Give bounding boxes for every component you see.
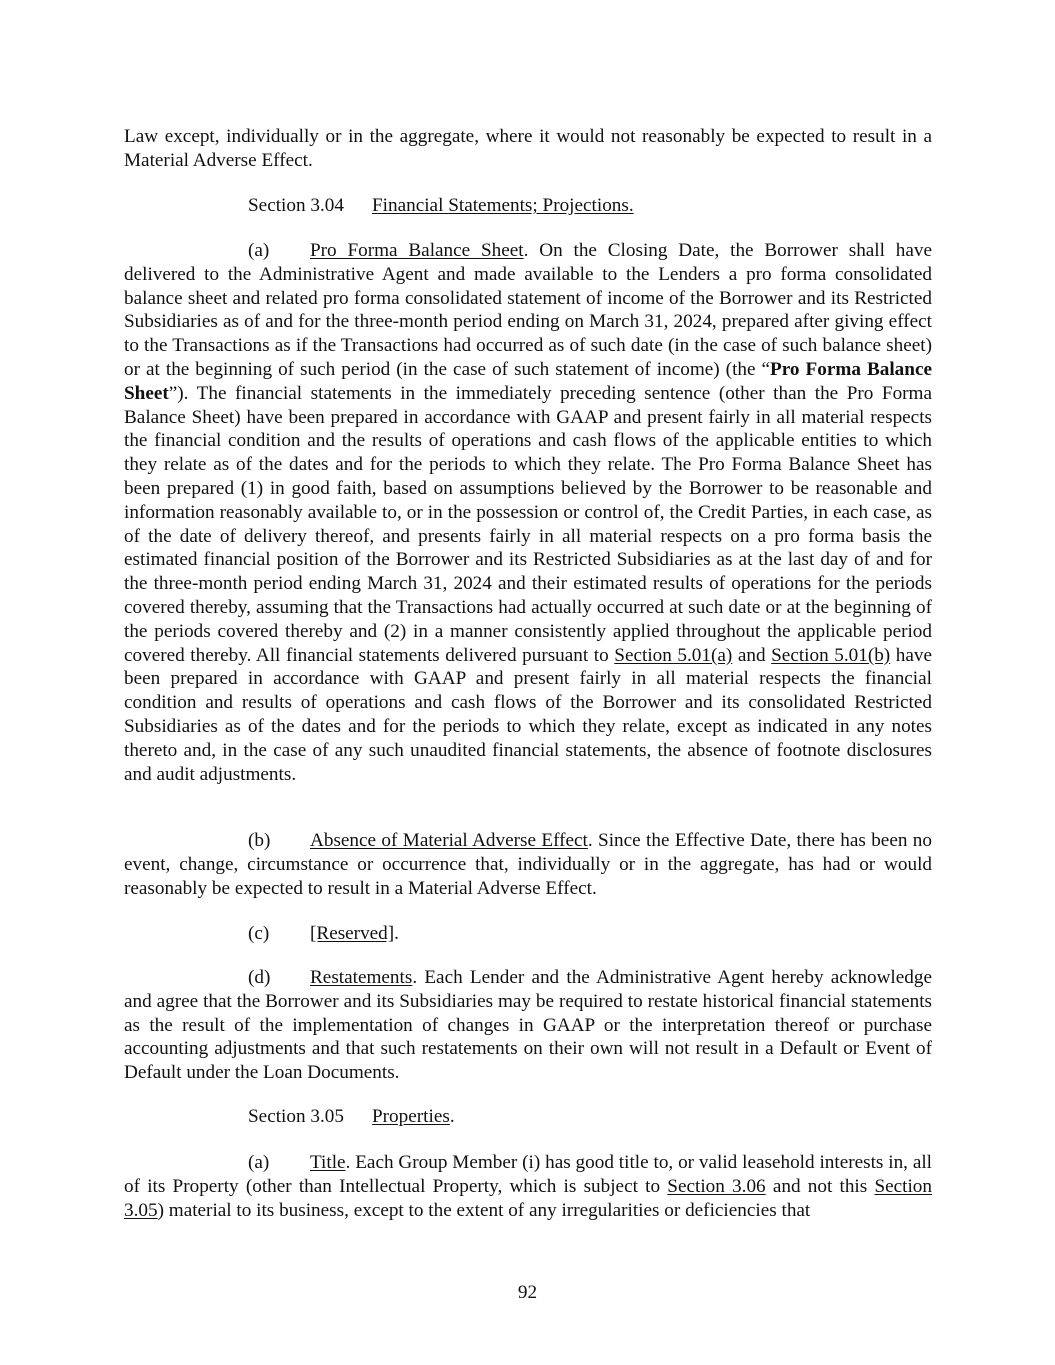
clause-heading: Restatements — [310, 967, 413, 988]
section-3-04-d-paragraph — [124, 966, 932, 1085]
clause-heading: Pro Forma Balance Sheet — [310, 240, 524, 261]
clause-text: . Each Group Member (i) has good title to, or valid leasehold interests in, all of its Property (other than Intellectual Property, which is subject to — [124, 1152, 932, 1197]
heading-punctuation: . — [449, 1106, 455, 1127]
section-3-04-title: Financial Statements; Projections. — [372, 195, 634, 216]
clause-label: (b) — [248, 830, 271, 851]
clause-text: ”). The financial statements in the immediately preceding sentence (other than the Pro Forma Balance Sheet) have been prepared in accordance with GAAP and present fairly in all material respects the financial condition and the results of operations and cash flows of the applicable entities to which they relate as of the dates and for the periods to which they relate. The Pro Forma Balance Sheet has been prepared (1) in good faith, based on assumptions believed by the Borrower to be reasonable and information reasonably available to, or in the possession or control of, the Credit Parties, in each case, as of the date of delivery thereof, and presents fairly in all material respects on a pro forma basis the estimated financial position of the Borrower and its Restricted Subsidiaries as at the last day of and for the three-month period ending March 31, 2024 and their estimated results of operations for the periods covered thereby, assuming that the Transactions had actually occurred at such date or at the beginning of the periods covered thereby and (2) in a manner consistently applied throughout the applicable period covered thereby. All financial statements delivered pursuant to — [124, 382, 932, 666]
section-3-04-c-paragraph — [124, 922, 932, 946]
page-number: 92 — [517, 1282, 538, 1303]
clause-heading: Title — [310, 1152, 346, 1173]
clause-text: ) material to its business, except to the extent of any irregularities or deficiencies that — [157, 1199, 811, 1221]
defined-term: Pro Forma Balance Sheet — [124, 358, 932, 404]
carryover-paragraph: Law except, individually or in the aggregate, where it would not reasonably be expected to result in a Material Adverse Effect. — [124, 126, 932, 171]
clause-text: . Since the Effective Date, there has been no event, change, circumstance or occurrence that, individually or in the aggregate, has had or would reasonably be expected to result in a Material Adverse Effect. — [124, 830, 932, 899]
cross-reference-link[interactable]: Section 3.05 — [124, 1175, 932, 1221]
clause-text: . Each Lender and the Administrative Agent hereby acknowledge and agree that the Borrower and its Subsidiaries may be required to restate historical financial statements as the result of the implementation of changes in GAAP or the interpretation thereof or purchase accounting adjustments and that such restatements on their own will not result in a Default or Event of Default under the Loan Documents. — [124, 967, 932, 1084]
clause-text: . — [394, 923, 399, 944]
section-3-04-a-paragraph — [124, 239, 932, 786]
cross-reference-link[interactable]: Section 5.01(a) — [614, 644, 733, 666]
section-3-05-heading — [248, 1105, 455, 1129]
clause-text: and — [732, 644, 772, 666]
section-3-04-b-paragraph — [124, 829, 932, 900]
clause-text: and not this — [765, 1175, 875, 1197]
clause-heading: [Reserved] — [310, 923, 395, 944]
cross-reference-link[interactable]: Section 3.06 — [667, 1175, 766, 1197]
clause-label: (c) — [248, 923, 270, 944]
clause-label: (a) — [248, 240, 270, 261]
clause-text: . On the Closing Date, the Borrower shall have delivered to the Administrative Agent and made available to the Lenders a pro forma consolidated balance sheet and related pro forma consolidated statement of income of the Borrower and its Restricted Subsidiaries as of and for the three-month period ending on March 31, 2024, prepared after giving effect to the Transactions as if the Transactions had occurred as of such date (in the case of such balance sheet) or at the beginning of such period (in the case of such statement of income) (the “ — [124, 240, 932, 380]
clause-text: have been prepared in accordance with GAAP and present fairly in all material respects the financial condition and results of operations and cash flows of the Borrower and its consolidated Restricted Subsidiaries as of the dates and for the periods to which they relate, except as indicated in any notes thereto and, in the case of any such unaudited financial statements, the absence of footnote disclosures and audit adjustments. — [124, 644, 932, 785]
section-3-05-title: Properties — [372, 1106, 450, 1127]
cross-reference-link[interactable]: Section 5.01(b) — [771, 644, 891, 666]
clause-label: (a) — [248, 1152, 270, 1173]
clause-heading: Absence of Material Adverse Effect — [310, 830, 588, 851]
section-3-05-number: Section 3.05 — [248, 1106, 344, 1127]
section-3-04-heading — [248, 194, 634, 218]
clause-label: (d) — [248, 967, 271, 988]
section-3-04-number: Section 3.04 — [248, 195, 344, 216]
section-3-05-a-paragraph — [124, 1151, 932, 1222]
